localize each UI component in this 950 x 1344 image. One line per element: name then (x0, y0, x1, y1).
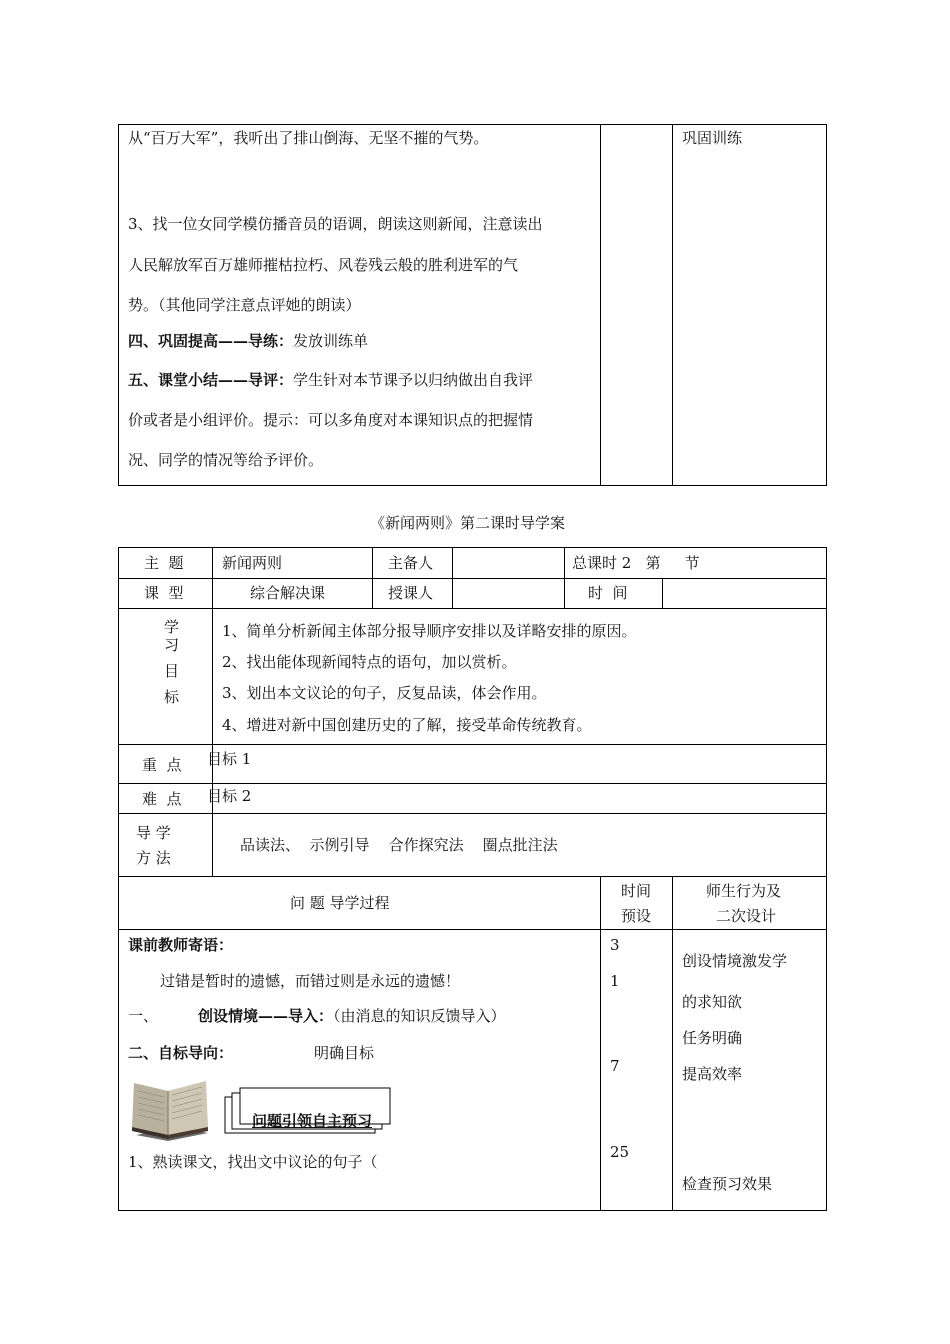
page-title: 《新闻两则》第二课时导学案 (370, 514, 566, 532)
teacher-label: 授课人 (388, 584, 434, 602)
section-five (128, 373, 533, 388)
right-note: 巩固训练 (682, 129, 743, 147)
difficulty-label: 难 点 (142, 790, 182, 808)
time-header: 时间 (621, 882, 652, 900)
preparer-label: 主备人 (388, 554, 434, 572)
teacher-message: 过错是暂时的遗憾，而错过则是永远的遗憾！ (160, 972, 461, 990)
total-lessons: 总课时 2 第 节 (572, 554, 700, 572)
action-header: 二次设计 (716, 907, 777, 925)
action-item: 的求知欲 (682, 993, 743, 1011)
goals-label-char: 习 (164, 636, 180, 654)
time-value: 25 (610, 1143, 630, 1161)
section-five-head: 五、课堂小结——导评： (128, 371, 294, 389)
section-four-text: 发放训练单 (293, 332, 369, 350)
difficulty-value: 目标 2 (207, 787, 252, 805)
time-value: 3 (610, 936, 620, 954)
action-item: 检查预习效果 (682, 1175, 773, 1193)
question-one: 1、熟读课文，找出文中议论的句子（ (128, 1153, 378, 1171)
book-image (128, 1073, 212, 1143)
time-value: 1 (610, 972, 620, 990)
goal-item: 4、增进对新中国创建历史的了解，接受革命传统教育。 (222, 716, 592, 734)
time-value: 7 (610, 1057, 620, 1075)
type-label: 课 型 (144, 584, 184, 602)
body-line: 势。（其他同学注意点评她的朗读） (128, 296, 361, 314)
goals-label-char: 目 (164, 662, 180, 680)
goals-label-char: 标 (164, 688, 180, 706)
topic-value: 新闻两则 (222, 554, 283, 572)
key-point-label: 重 点 (142, 756, 182, 774)
action-item: 提高效率 (682, 1065, 743, 1083)
goals-label-char: 学 (164, 618, 180, 636)
step-one-num: 一、 (128, 1007, 159, 1025)
body-line: 价或者是小组评价。提示：可以多角度对本课知识点的把握情 (128, 411, 534, 429)
action-item: 创设情境激发学 (682, 952, 788, 970)
section-four-head: 四、巩固提高——导练： (128, 332, 294, 350)
step-one-text: （由消息的知识反馈导入） (333, 1007, 506, 1025)
time-header: 预设 (621, 907, 652, 925)
goal-item: 2、找出能体现新闻特点的语句，加以赏析。 (222, 653, 517, 671)
time-label: 时 间 (588, 584, 628, 602)
method-label: 方 法 (136, 849, 171, 867)
body-line: 3、找一位女同学模仿播音员的语调，朗读这则新闻，注意读出 (128, 215, 543, 233)
section-five-text: 学生针对本节课予以归纳做出自我评 (293, 371, 534, 389)
step-two-head: 二、自标导向： (128, 1044, 234, 1062)
action-header: 师生行为及 (706, 882, 782, 900)
goal-item: 1、简单分析新闻主体部分报导顺序安排以及详略安排的原因。 (222, 622, 637, 640)
process-header: 问 题 导学过程 (290, 894, 390, 912)
key-point-value: 目标 1 (207, 750, 252, 768)
goal-item: 3、划出本文议论的句子，反复品读，体会作用。 (222, 684, 547, 702)
type-value: 综合解决课 (250, 584, 326, 602)
body-line: 从“百万大军”，我听出了排山倒海、无坚不摧的气势。 (128, 129, 489, 147)
step-one-head: 创设情境——导入： (198, 1007, 334, 1025)
action-item: 任务明确 (682, 1029, 743, 1047)
body-line: 人民解放军百万雄师摧枯拉朽、风卷残云般的胜利进军的气 (128, 256, 519, 274)
preview-banner-text: 问题引领自主预习 (252, 1112, 373, 1130)
body-line: 况、同学的情况等给予评价。 (128, 451, 324, 469)
step-two-text: 明确目标 (314, 1044, 375, 1062)
teacher-message-head: 课前教师寄语： (128, 936, 234, 954)
topic-label: 主 题 (144, 554, 184, 572)
step-one (128, 1009, 506, 1024)
method-value: 品读法、 示例引导 合作探究法 圈点批注法 (240, 836, 558, 854)
section-four (128, 334, 368, 349)
method-label: 导 学 (136, 824, 171, 842)
